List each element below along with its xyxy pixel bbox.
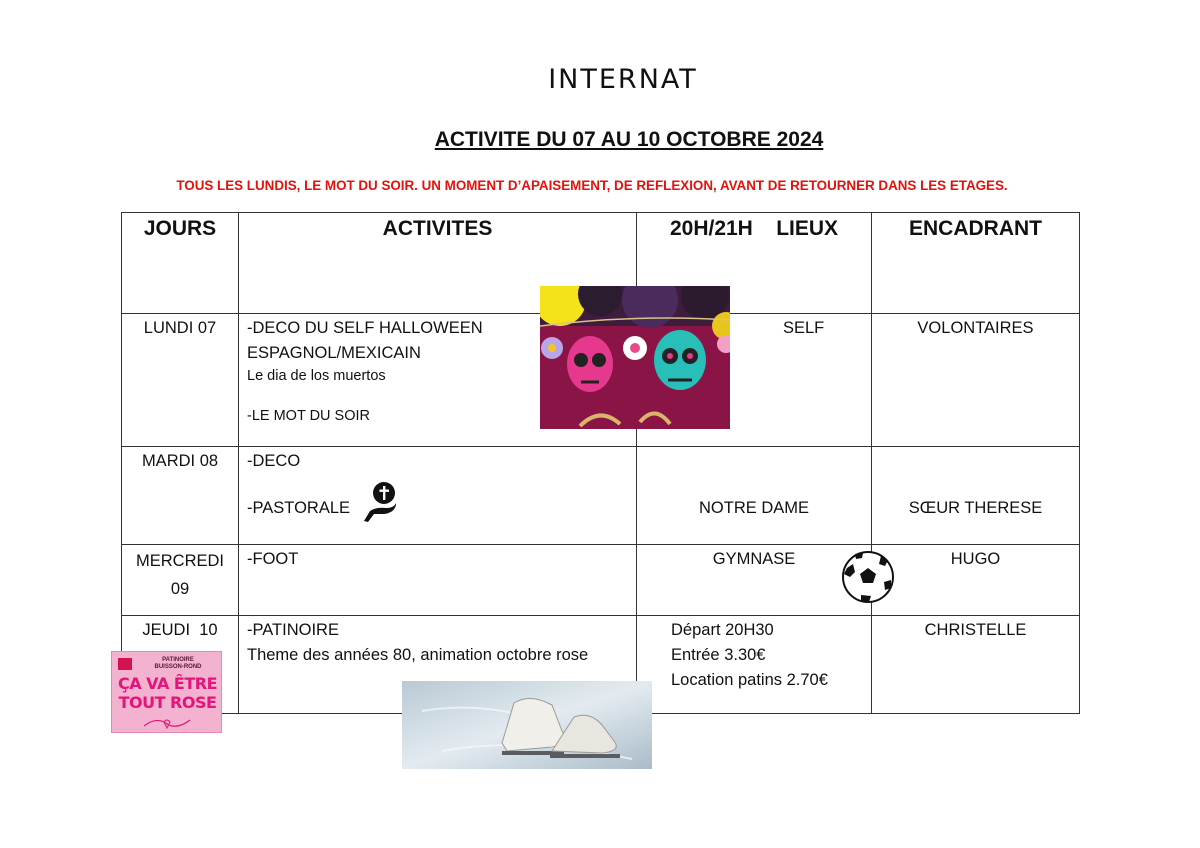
activity-line: -PASTORALE (247, 499, 351, 517)
activity-cell (239, 447, 637, 545)
activity-line: -PATINOIRE (247, 621, 339, 639)
day-label: MERCREDI (135, 552, 224, 570)
ice-skates-image (402, 681, 652, 769)
poster-headline: ÇA VA ÊTRE (117, 674, 218, 693)
activity-line: Theme des années 80, animation octobre rose (247, 646, 589, 664)
poster-line: BUISSON-ROND (154, 664, 202, 670)
activity-line: -LE MOT DU SOIR (247, 408, 370, 424)
day-label: LUNDI 07 (143, 319, 217, 337)
activity-line: ESPAGNOL/MEXICAIN (247, 344, 421, 362)
poster-line: PATINOIRE (162, 657, 194, 663)
supervisor-label: HUGO (950, 550, 1001, 568)
place-cell (637, 616, 872, 714)
supervisor-cell (872, 447, 1080, 545)
place-label: NOTRE DAME (698, 499, 809, 517)
poster-logo (118, 658, 132, 670)
day-cell (122, 545, 239, 616)
page-subtitle: ACTIVITE DU 07 AU 10 OCTOBRE 2024 (434, 128, 824, 151)
place-label: GYMNASE (712, 550, 796, 568)
table-row (122, 447, 1080, 545)
supervisor-label: VOLONTAIRES (917, 319, 1034, 337)
header-activites: ACTIVITES (239, 213, 637, 314)
place-line: Entrée 3.30€ (671, 646, 766, 664)
place-cell (637, 545, 872, 616)
supervisor-cell (872, 314, 1080, 447)
place-line: Départ 20H30 (671, 621, 774, 639)
soccer-ball-icon (841, 550, 895, 604)
day-label: JEUDI 10 (142, 621, 218, 639)
place-cell (637, 447, 872, 545)
activity-cell (239, 545, 637, 616)
table-row (122, 545, 1080, 616)
supervisor-label: SŒUR THERESE (908, 499, 1043, 517)
supervisor-label: CHRISTELLE (924, 621, 1027, 639)
day-cell (122, 447, 239, 545)
patinoire-poster (111, 651, 222, 733)
header-heure-lieux: 20H/21H LIEUX (637, 213, 872, 314)
header-jours: JOURS (122, 213, 239, 314)
heart-icon (142, 714, 192, 732)
day-label: MARDI 08 (141, 452, 219, 470)
halloween-image (540, 286, 730, 429)
hand-holding-cross-icon (362, 481, 398, 523)
place-line: Location patins 2.70€ (671, 671, 828, 689)
notice-text: TOUS LES LUNDIS, LE MOT DU SOIR. UN MOMENT D’APAISEMENT, DE REFLEXION, AVANT DE RETOURNER DANS LES ETAGES. (176, 178, 1008, 193)
poster-headline: TOUT ROSE (118, 693, 217, 712)
page-title: INTERNAT (548, 64, 698, 95)
day-label: 09 (170, 580, 190, 598)
activity-line: -DECO DU SELF HALLOWEEN (247, 319, 483, 337)
supervisor-cell (872, 545, 1080, 616)
activity-line: -DECO (247, 452, 301, 470)
header-encadrant: ENCADRANT (872, 213, 1080, 314)
place-label: SELF (783, 319, 825, 337)
activity-note: Le dia de los muertos (247, 368, 386, 384)
activity-line: -FOOT (247, 550, 299, 568)
day-cell (122, 314, 239, 447)
supervisor-cell (872, 616, 1080, 714)
